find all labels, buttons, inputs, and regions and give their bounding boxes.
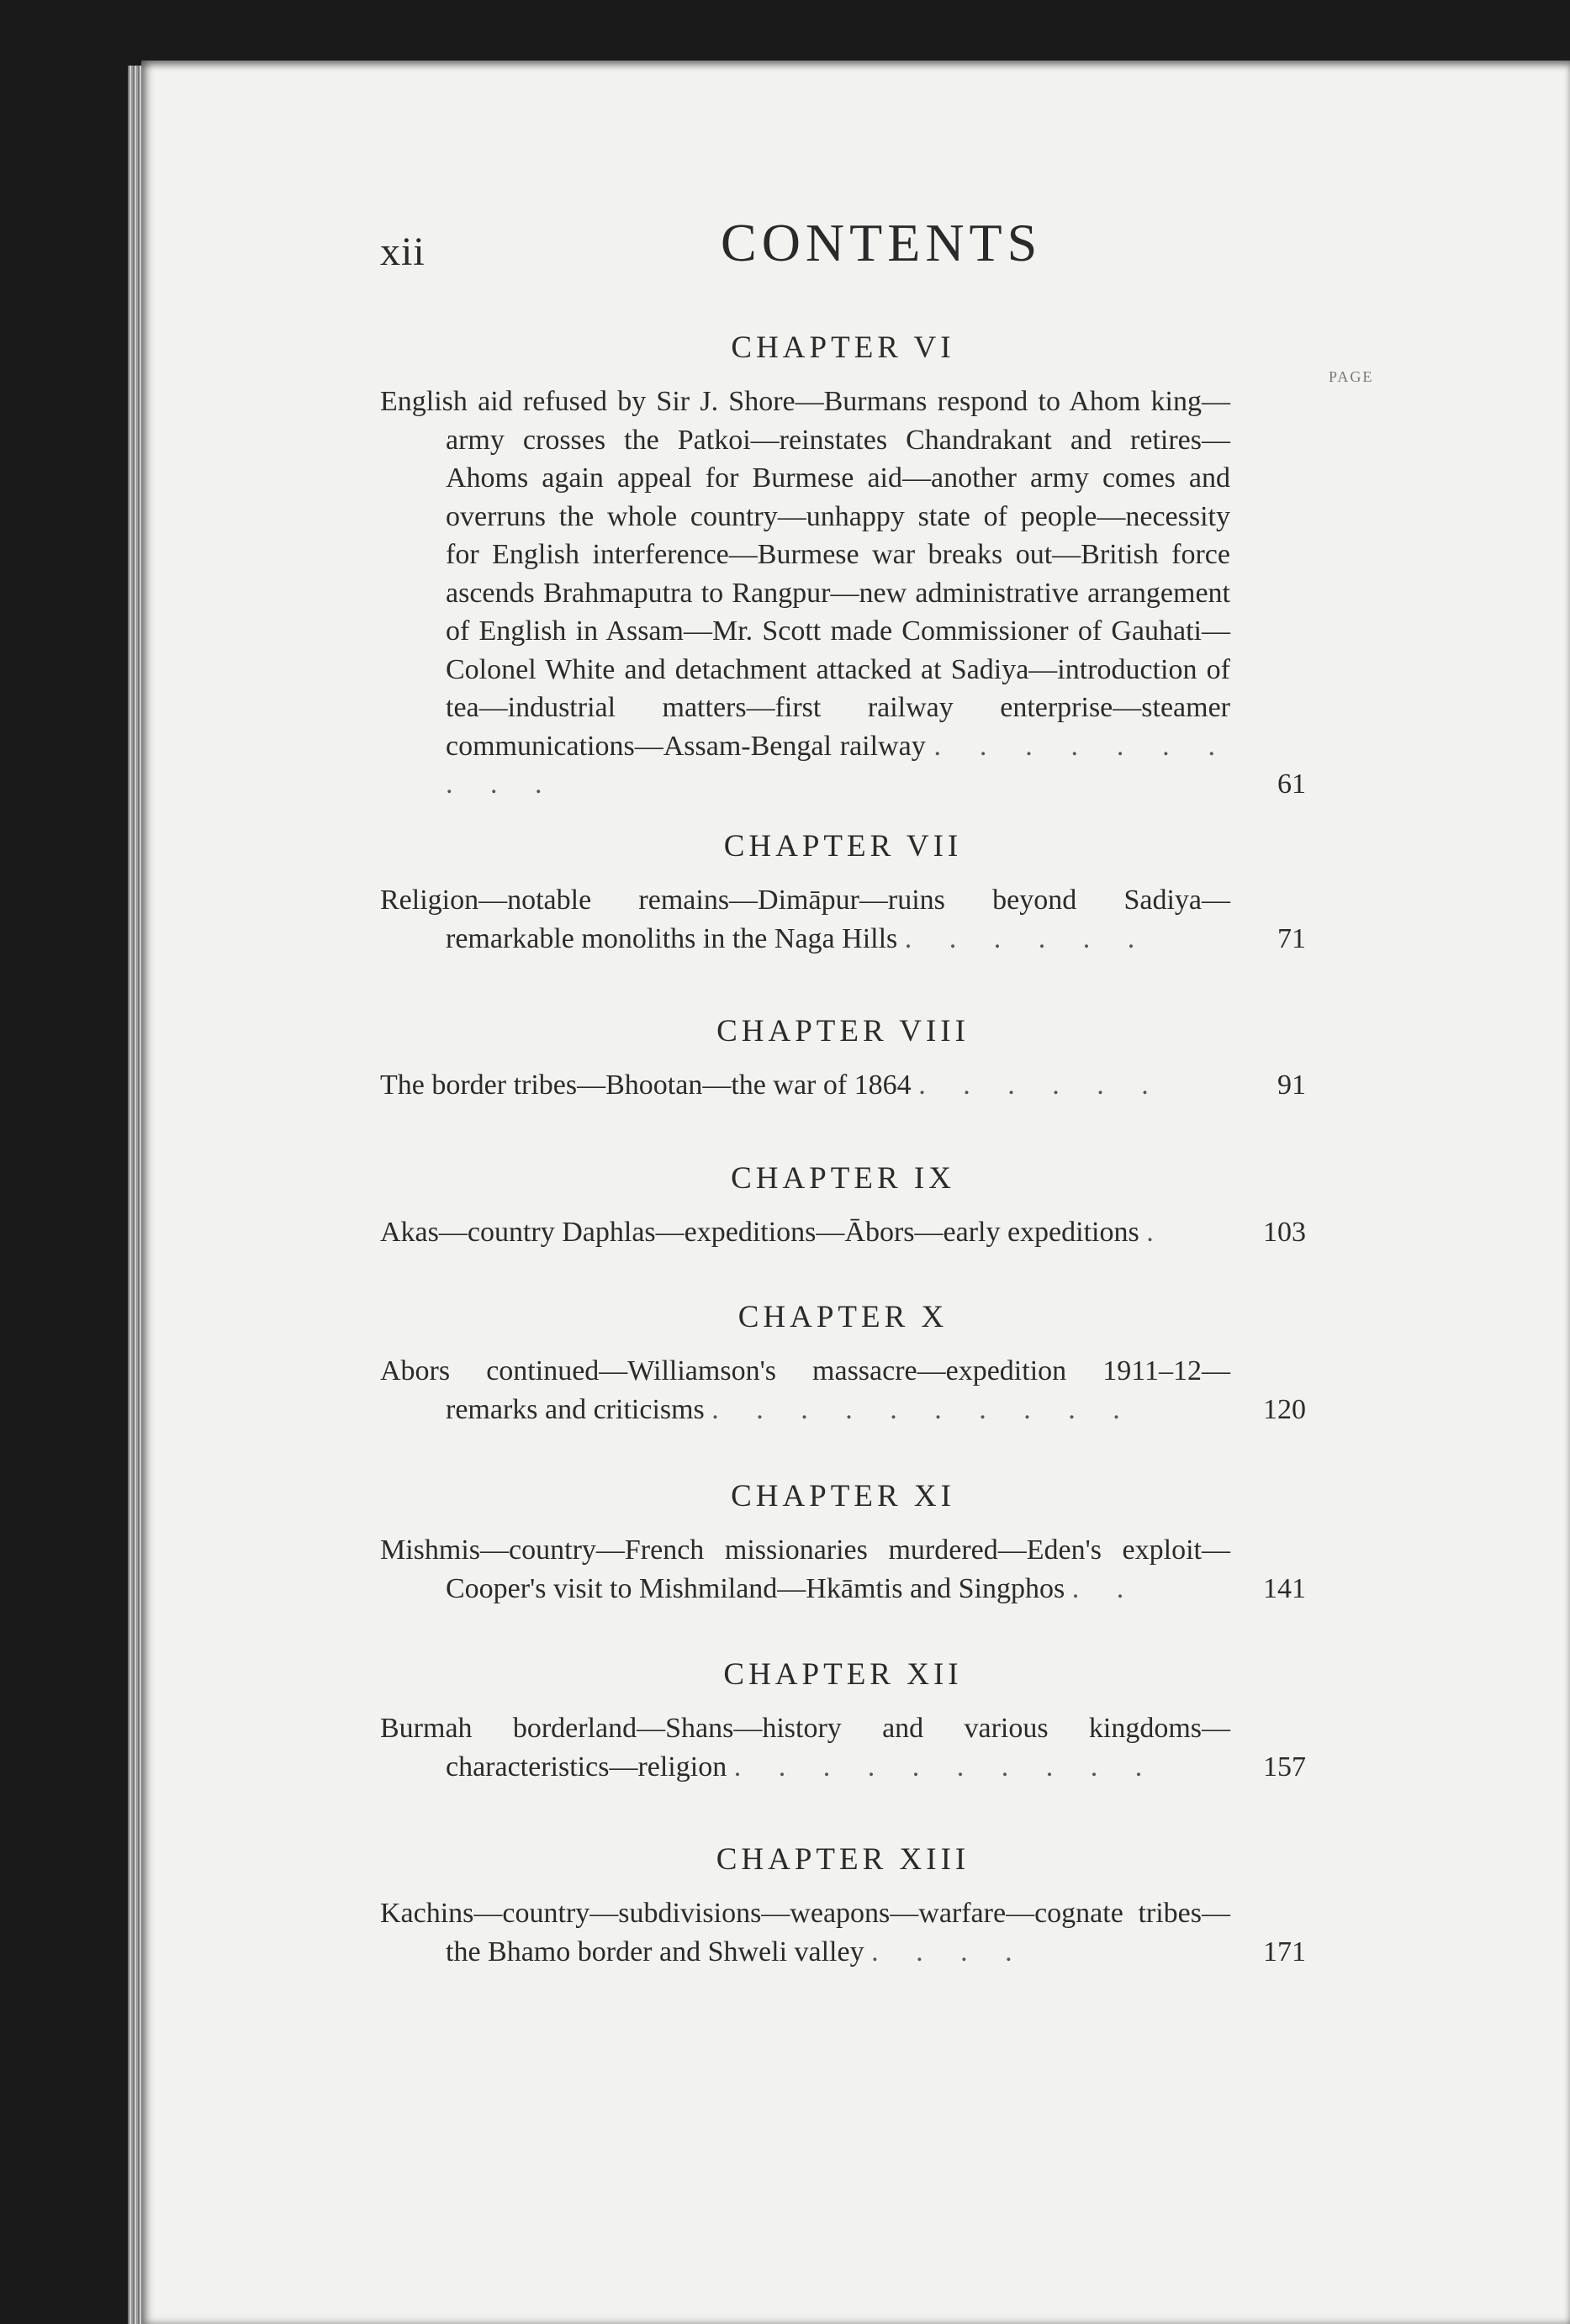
page-reference: 61: [1277, 769, 1306, 800]
summary-text: Religion—notable remains—Dimāpur—ruins beyond Sadiya—remarkable monoliths in the Naga Hills: [380, 885, 1230, 954]
summary-text: Mishmis—country—French missionaries murdered—Eden's exploit—Cooper's visit to Mishmiland—Hkāmtis and Singphos: [380, 1534, 1230, 1604]
chapter-title: CHAPTER IX: [731, 1161, 955, 1196]
chapter-summary: [380, 1894, 1306, 1971]
chapter-title: CHAPTER XI: [731, 1479, 955, 1513]
leader-dots: . . . . . .: [904, 922, 1150, 954]
summary-text: English aid refused by Sir J. Shore—Burmans respond to Ahom king—army crosses the Patkoi—reinstates Chandrakant and retires—Ahoms again appeal for Burmese aid—another army comes and overruns the whole country—unhappy state of people—necessity for English interference—Burmese war breaks out—British force ascends Brahmaputra to Rangpur—new administrative arrangement of English in Assam—Mr. Scott made Commissioner of Gauhati—Colonel White and detachment attacked at Sadiya—introduction of tea—industrial matters—first railway enterprise—steamer communications—Assam-Bengal railway: [380, 386, 1230, 762]
chapter-xii: [380, 1656, 1306, 1786]
page-reference: 120: [1263, 1393, 1306, 1425]
chapter-summary: [380, 881, 1306, 958]
chapter-vi: [380, 330, 1306, 804]
chapter-summary: [380, 383, 1306, 804]
chapter-summary: [380, 1066, 1306, 1105]
chapter-xi: [380, 1478, 1306, 1608]
chapter-title: CHAPTER XIII: [716, 1842, 970, 1877]
summary-text: The border tribes—Bhootan—the war of 1864: [380, 1070, 912, 1101]
chapter-title: CHAPTER VIII: [716, 1014, 970, 1048]
page-column-label: PAGE: [1329, 368, 1374, 385]
leader-dots: .: [1146, 1217, 1169, 1248]
chapter-title: CHAPTER VI: [731, 330, 955, 365]
chapter-vii: [380, 828, 1306, 958]
leader-dots: . . . . . . . . . .: [733, 1751, 1158, 1783]
chapter-viii: [380, 1013, 1306, 1105]
leader-dots: . . . . . . . . . .: [446, 730, 1230, 800]
summary-text: Kachins—country—subdivisions—weapons—warfare—cognate tribes—the Bhamo border and Shweli valley: [380, 1898, 1230, 1967]
running-title: CONTENTS: [721, 213, 1043, 272]
chapter-summary: [380, 1213, 1306, 1252]
page-reference: 157: [1263, 1751, 1306, 1783]
page-number: xii: [380, 230, 426, 274]
chapter-x: [380, 1299, 1306, 1429]
summary-text: Burmah borderland—Shans—history and various kingdoms—characteristics—religion: [380, 1713, 1230, 1783]
chapter-summary: [380, 1709, 1306, 1786]
leader-dots: . .: [1071, 1572, 1139, 1604]
page-reference: 171: [1263, 1936, 1306, 1967]
summary-text: Akas—country Daphlas—expeditions—Ābors—early expeditions: [380, 1217, 1139, 1248]
summary-text: Abors continued—Williamson's massacre—expedition 1911–12—remarks and criticisms: [380, 1355, 1230, 1425]
leader-dots: . . . . . . . . . .: [711, 1393, 1135, 1425]
page-reference: 141: [1263, 1572, 1306, 1604]
page-header: [380, 212, 1305, 274]
chapter-title: CHAPTER VII: [723, 829, 963, 864]
leader-dots: . . . . . .: [918, 1070, 1164, 1101]
page-reference: 91: [1277, 1070, 1306, 1101]
chapter-title: CHAPTER XII: [723, 1657, 963, 1692]
chapter-title: CHAPTER X: [737, 1300, 949, 1334]
page-reference: 71: [1277, 922, 1306, 954]
page-reference: 103: [1263, 1217, 1306, 1248]
leader-dots: . . . .: [871, 1936, 1028, 1967]
chapter-xiii: [380, 1841, 1306, 1971]
chapter-ix: [380, 1160, 1306, 1252]
chapter-summary: [380, 1352, 1306, 1429]
chapter-summary: [380, 1531, 1306, 1608]
